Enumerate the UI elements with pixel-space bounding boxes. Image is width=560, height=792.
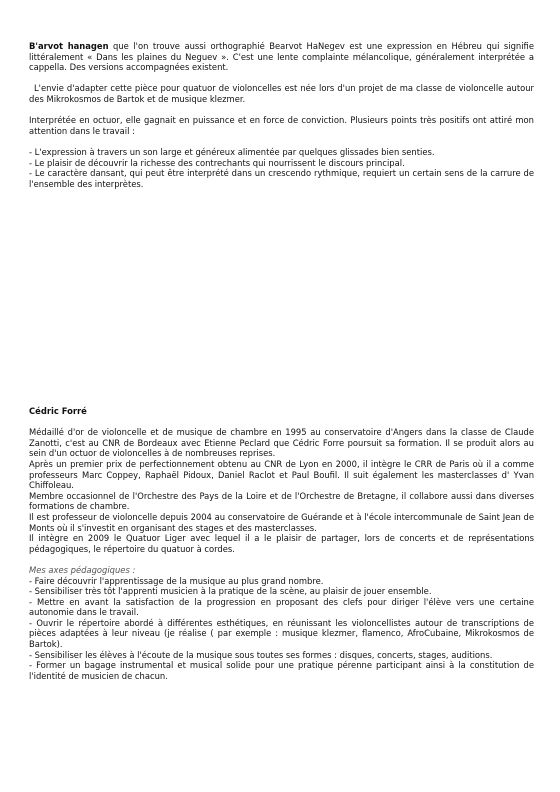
axes-item: - Ouvrir le répertoire abordé à différentes esthétiques, en réunissant les violoncellistes autour de transcriptions de pièces adaptées à leur niveau (je réalise ( par exemple : musique klezmer, flamenco, AfroCubaine, Mikrokosmos de Bartok). (29, 617, 534, 650)
bio-section (29, 406, 534, 681)
axes-item: - Sensibiliser très tôt l'apprenti musicien à la pratique de la scène, au plaisir de jouer ensemble. (29, 586, 432, 597)
axes-item: - Sensibiliser les élèves à l'écoute de la musique sous toutes ses formes : disques, concerts, stages, auditions. (29, 649, 493, 660)
bio-title: Cédric Forré (29, 406, 87, 416)
intro-bullet: - L'expression à travers un son large et généreux alimentée par quelques glissades bien senties. (29, 146, 435, 157)
intro-paragraph-3: Interprétée en octuor, elle gagnait en puissance et en force de conviction. Plusieurs points très positifs ont attiré mon attention dans le travail : (29, 115, 534, 136)
intro-section (29, 41, 534, 189)
intro-title: B'arvot hanagen (29, 41, 109, 51)
bio-paragraph: Médaillé d'or de violoncelle et de musique de chambre en 1995 au conservatoire d'Angers dans la classe de Claude Zanotti, c'est au CNR de Bordeaux avec Etienne Peclard que Cédric Forre poursuit sa formation. Il se produit alors au sein d'un octuor de violoncelles à de nombreuses reprises. (29, 427, 534, 459)
intro-paragraph-1-text: que l'on trouve aussi orthographié Bearvot HaNegev est une expression en Hébreu qui signifie littéralement « Dans les plaines du Neguev ». C'est une lente complainte mélancolique, généralement interprétée a cappella. Des versions accompagnées existent. (29, 41, 534, 73)
axes-item: - Mettre en avant la satisfaction de la progression en proposant des clefs pour diriger l'élève vers une certaine autonomie dans le travail. (29, 596, 534, 618)
intro-paragraph-1 (29, 41, 534, 73)
intro-paragraph-2: L'envie d'adapter cette pièce pour quatuor de violoncelles est née lors d'un projet de ma classe de violoncelle autour des Mikrokosmos de Bartok et de musique klezmer. (29, 83, 534, 104)
intro-bullet: - Le caractère dansant, qui peut être interprété dans un crescendo rythmique, requiert un certain sens de la carrure de l'ensemble des interprètes. (29, 168, 534, 189)
intro-bullet: - Le plaisir de découvrir la richesse des contrechants qui nourrissent le discours principal. (29, 157, 405, 168)
bio-paragraph: Il est professeur de violoncelle depuis 2004 au conservatoire de Guérande et à l'école intercommunale de Saint Jean de Monts où il s'investit en organisant des stages et des masterclasses. (29, 511, 534, 533)
bio-paragraph: Il intègre en 2009 le Quatuor Liger avec lequel il a le plaisir de partager, lors de concerts et de représentations pédagogiques, le répertoire du quatuor à cordes. (29, 533, 534, 554)
axes-item: - Faire découvrir l'apprentissage de la musique au plus grand nombre. (29, 575, 324, 586)
axes-item: - Former un bagage instrumental et musical solide pour une pratique pérenne participant ainsi à la constitution de l'identité de musicien de chacun. (29, 660, 534, 681)
bio-paragraph: Membre occasionnel de l'Orchestre des Pays de la Loire et de l'Orchestre de Bretagne, il collabore aussi dans diverses formations de chambre. (29, 490, 534, 512)
bio-paragraph: Après un premier prix de perfectionnement obtenu au CNR de Lyon en 2000, il intègre le CRR de Paris où il a comme professeurs Marc Coppey, Raphaël Pidoux, Daniel Raclot et Paul Boufil. Il suit également les masterclasses d' Yvan Chiffoleau. (29, 458, 534, 491)
axes-title: Mes axes pédagogiques : (29, 564, 136, 575)
